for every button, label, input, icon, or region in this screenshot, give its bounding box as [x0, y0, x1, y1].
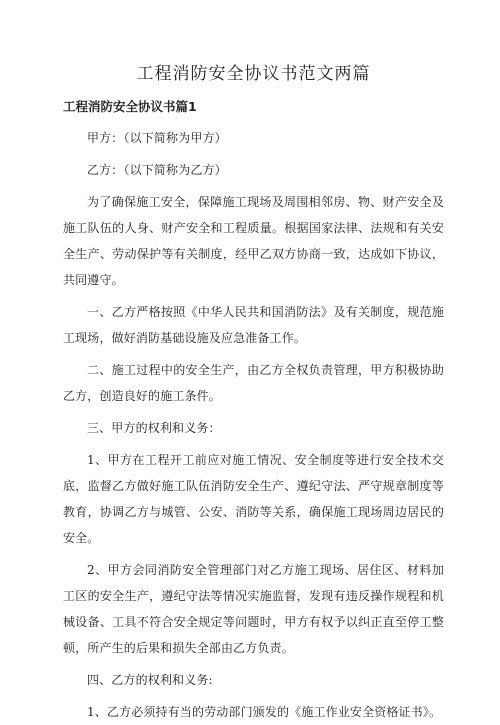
paragraph-party-b: 乙方：（以下简称为乙方） — [87, 163, 227, 177]
paragraph-party-a: 甲方：（以下简称为甲方） — [87, 131, 227, 145]
paragraph-clause-4-item-1: 1、乙方必须持有当的劳动部门颁发的《施工作业安全资格证书》。 — [87, 705, 442, 719]
section-title: 工程消防安全协议书篇1 — [63, 99, 197, 114]
paragraph-clause-3-heading: 三、甲方的权利和义务： — [87, 421, 221, 435]
paragraph-clause-3-item-1: 1、甲方在工程开工前应对施工情况、安全制度等进行安全技术交底，监督乙方做好施工队伍消防安全生产、遵纪守法、严守规章制度等教育，协调乙方与城管、公安、消防等关系，确保施工现场周边居民的安全。 — [63, 453, 444, 545]
paragraph-clause-1: 一、乙方严格按照《中华人民共和国消防法》及有关制度，规范施工现场，做好消防基础设施及应急准备工作。 — [63, 305, 444, 345]
paragraph-clause-4-heading: 四、乙方的权利和义务: — [87, 673, 213, 687]
document-title: 工程消防安全协议书范文两篇 — [136, 64, 371, 84]
paragraph-preamble: 为了确保施工安全，保障施工现场及周围相邻房、物、财产安全及施工队伍的人身、财产安全和工程质量。根据国家法律、法规和有关安全生产、劳动保护等有关制度，经甲乙双方协商一致，达成如下协议，共同遵守。 — [63, 195, 444, 287]
paragraph-clause-3-item-2: 2、甲方会同消防安全管理部门对乙方施工现场、居住区、材料加工区的安全生产，遵纪守法等情况实施监督，发现有违反操作规程和机械设备、工具不符合安全规定等问题时，甲方有权予以纠正直至停工整顿，所产生的后果和损失全部由乙方负责。 — [63, 563, 444, 655]
paragraph-clause-2: 二、施工过程中的安全生产，由乙方全权负责管理，甲方积极协助乙方，创造良好的施工条件。 — [63, 363, 444, 403]
